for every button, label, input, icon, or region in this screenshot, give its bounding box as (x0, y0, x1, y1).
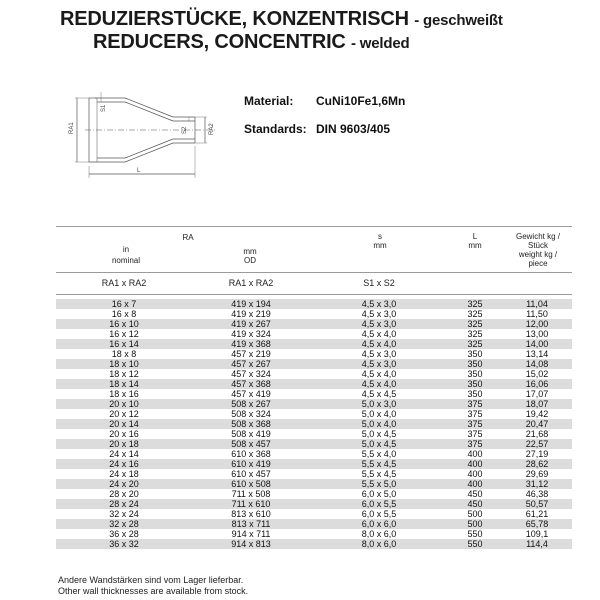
cell-od: 457 x 368 (192, 379, 310, 389)
title-german-main: REDUZIERSTÜCKE, KONZENTRISCH (60, 8, 409, 30)
cell-s: 4,5 x 3,0 (361, 309, 397, 319)
cell-l: 450 (467, 489, 483, 499)
cell-s: 6,0 x 5,0 (361, 489, 397, 499)
cell-s: 6,0 x 5,5 (361, 509, 397, 519)
cell-od: 813 x 711 (192, 519, 310, 529)
cell-od: 419 x 267 (192, 319, 310, 329)
cell-l: 350 (467, 349, 483, 359)
cell-od: 813 x 610 (231, 509, 271, 519)
material-value: CuNi10Fe1,6Mn (316, 94, 406, 108)
cell-s: 5,0 x 4,0 (361, 409, 397, 419)
cell-s: 6,0 x 6,0 (310, 519, 448, 529)
cell-s: 8,0 x 6,0 (361, 529, 397, 539)
cell-ra: 28 x 20 (109, 489, 139, 499)
table-row (56, 439, 572, 449)
cell-od: 914 x 711 (231, 529, 271, 539)
cell-ra: 16 x 14 (56, 339, 192, 349)
diagram-label-s1: S1 (101, 104, 107, 112)
table-row (56, 449, 572, 459)
cell-weight: 13,14 (525, 349, 549, 359)
cell-weight: 20,47 (502, 419, 572, 429)
cell-od: 610 x 457 (231, 469, 271, 479)
cell-od: 457 x 419 (231, 389, 271, 399)
cell-weight: 114,4 (502, 539, 572, 549)
cell-l: 375 (467, 429, 483, 439)
title-german (60, 8, 503, 31)
cell-od: 457 x 219 (231, 349, 271, 359)
cell-l: 325 (448, 339, 502, 349)
cell-weight: 31,12 (502, 479, 572, 489)
cell-od: 914 x 813 (192, 539, 310, 549)
header-weight-en-2: piece (528, 259, 548, 268)
cell-od: 508 x 457 (192, 439, 310, 449)
cell-s: 5,0 x 4,5 (310, 439, 448, 449)
cell-weight: 12,00 (502, 319, 572, 329)
cell-ra: 16 x 8 (111, 309, 137, 319)
table-row (56, 509, 572, 519)
cell-weight: 14,08 (502, 359, 572, 369)
diagram-label-ra2: RA2 (209, 123, 215, 135)
table-row (56, 479, 572, 489)
reducer-diagram (55, 88, 225, 184)
cell-weight: 21,68 (525, 429, 549, 439)
header-weight-de: Gewicht kg / (515, 232, 560, 241)
cell-s: 4,5 x 4,0 (361, 329, 397, 339)
material-label: Material: (244, 94, 294, 108)
table-row (56, 489, 572, 499)
subheader-ra: RA1 x RA2 (101, 278, 147, 288)
cell-ra: 32 x 28 (56, 519, 192, 529)
cell-s: 4,5 x 3,0 (310, 299, 448, 309)
cell-od: 508 x 419 (231, 429, 271, 439)
header-rule (56, 272, 572, 273)
header-s-mm: mm (373, 241, 387, 250)
dimensions-table (56, 299, 572, 549)
cell-l: 450 (448, 499, 502, 509)
cell-od: 610 x 508 (192, 479, 310, 489)
subheader-od: RA1 x RA2 (228, 278, 274, 288)
cell-ra: 16 x 12 (109, 329, 139, 339)
cell-ra: 16 x 7 (56, 299, 192, 309)
header-ra: RA (182, 233, 194, 242)
header-weight-de-2: Stück (527, 241, 548, 250)
diagram-label-s2: S2 (182, 126, 188, 134)
cell-weight: 65,78 (502, 519, 572, 529)
cell-weight: 14,00 (502, 339, 572, 349)
cell-l: 350 (448, 379, 502, 389)
cell-l: 350 (448, 359, 502, 369)
cell-l: 375 (448, 399, 502, 409)
table-row (56, 309, 572, 319)
cell-weight: 11,50 (526, 309, 548, 319)
cell-ra: 32 x 24 (109, 509, 139, 519)
cell-weight: 19,42 (525, 409, 549, 419)
cell-s: 5,5 x 4,5 (361, 469, 397, 479)
cell-weight: 109,1 (525, 529, 549, 539)
cell-ra: 20 x 18 (56, 439, 192, 449)
table-row (56, 499, 572, 509)
table-top-rule (56, 226, 572, 227)
cell-s: 4,5 x 3,0 (310, 359, 448, 369)
cell-od: 610 x 419 (192, 459, 310, 469)
table-row (56, 319, 572, 329)
cell-od: 610 x 368 (231, 449, 271, 459)
cell-ra: 28 x 24 (56, 499, 192, 509)
cell-od: 508 x 368 (192, 419, 310, 429)
standards-label: Standards: (244, 122, 307, 136)
cell-od: 419 x 194 (192, 299, 310, 309)
cell-l: 350 (467, 389, 483, 399)
cell-l: 550 (448, 539, 502, 549)
cell-l: 400 (448, 459, 502, 469)
cell-weight: 17,07 (525, 389, 549, 399)
cell-l: 400 (467, 449, 483, 459)
title-english-suffix: - welded (351, 35, 410, 52)
cell-od: 711 x 610 (192, 499, 310, 509)
cell-ra: 20 x 16 (109, 429, 139, 439)
table-row (56, 339, 572, 349)
cell-ra: 36 x 28 (109, 529, 139, 539)
cell-s: 4,5 x 4,0 (310, 379, 448, 389)
cell-weight: 27,19 (525, 449, 549, 459)
cell-l: 375 (448, 419, 502, 429)
header-in: in (122, 245, 130, 254)
table-row (56, 419, 572, 429)
cell-l: 500 (467, 509, 483, 519)
cell-s: 5,0 x 4,5 (361, 429, 397, 439)
cell-weight: 15,02 (525, 369, 549, 379)
cell-l: 325 (448, 299, 502, 309)
title-german-suffix: - geschweißt (414, 12, 503, 29)
cell-l: 375 (467, 409, 483, 419)
cell-weight: 11,04 (502, 299, 572, 309)
table-row (56, 469, 572, 479)
cell-l: 375 (448, 439, 502, 449)
header-od: OD (244, 256, 256, 265)
subheader-s: S1 x S2 (363, 278, 395, 288)
cell-s: 4,5 x 4,5 (361, 389, 397, 399)
cell-weight: 16,06 (502, 379, 572, 389)
table-row (56, 529, 572, 539)
cell-od: 419 x 324 (231, 329, 271, 339)
cell-s: 4,5 x 3,0 (361, 349, 397, 359)
cell-ra: 36 x 32 (56, 539, 192, 549)
cell-s: 5,0 x 4,0 (310, 419, 448, 429)
cell-s: 6,0 x 5,5 (310, 499, 448, 509)
cell-ra: 24 x 14 (109, 449, 139, 459)
cell-s: 5,5 x 4,5 (310, 459, 448, 469)
cell-s: 4,5 x 3,0 (310, 319, 448, 329)
diagram-label-ra1: RA1 (69, 122, 75, 134)
cell-ra: 24 x 16 (56, 459, 192, 469)
table-row (56, 379, 572, 389)
cell-ra: 20 x 12 (109, 409, 139, 419)
table-row (56, 329, 572, 339)
header-l: L (472, 232, 478, 241)
cell-ra: 20 x 14 (56, 419, 192, 429)
cell-od: 419 x 219 (231, 309, 271, 319)
cell-ra: 18 x 16 (109, 389, 139, 399)
header-s: s (378, 232, 382, 241)
cell-s: 4,5 x 4,0 (361, 369, 397, 379)
table-row (56, 459, 572, 469)
table-row (56, 389, 572, 399)
cell-weight: 18,07 (502, 399, 572, 409)
cell-l: 500 (448, 519, 502, 529)
cell-ra: 18 x 8 (111, 349, 137, 359)
cell-s: 5,5 x 4,0 (361, 449, 397, 459)
title-english (93, 31, 409, 54)
standards-value: DIN 9603/405 (316, 122, 391, 136)
cell-ra: 24 x 20 (56, 479, 192, 489)
cell-l: 325 (467, 329, 483, 339)
table-row (56, 359, 572, 369)
cell-ra: 18 x 12 (109, 369, 139, 379)
table-row (56, 299, 572, 309)
cell-ra: 24 x 18 (109, 469, 139, 479)
header-nominal: nominal (111, 256, 140, 265)
cell-l: 400 (448, 479, 502, 489)
cell-s: 8,0 x 6,0 (310, 539, 448, 549)
table-row (56, 429, 572, 439)
header-mm: mm (243, 247, 257, 256)
cell-s: 5,5 x 5,0 (310, 479, 448, 489)
cell-od: 711 x 508 (231, 489, 271, 499)
table-row (56, 349, 572, 359)
subheader-rule (56, 294, 572, 295)
cell-ra: 20 x 10 (56, 399, 192, 409)
cell-weight: 50,57 (502, 499, 572, 509)
cell-od: 508 x 324 (231, 409, 271, 419)
cell-ra: 18 x 14 (56, 379, 192, 389)
cell-od: 419 x 368 (192, 339, 310, 349)
table-row (56, 399, 572, 409)
cell-ra: 18 x 10 (56, 359, 192, 369)
title-english-main: REDUCERS, CONCENTRIC (93, 31, 346, 53)
note-english: Other wall thicknesses are available from stock. (58, 586, 249, 596)
cell-weight: 13,00 (525, 329, 549, 339)
cell-weight: 28,62 (502, 459, 572, 469)
cell-weight: 22,57 (502, 439, 572, 449)
cell-weight: 61,21 (525, 509, 549, 519)
cell-s: 4,5 x 4,0 (310, 339, 448, 349)
cell-weight: 29,69 (525, 469, 549, 479)
cell-l: 550 (467, 529, 483, 539)
table-row (56, 369, 572, 379)
cell-od: 508 x 267 (192, 399, 310, 409)
header-weight-en: weight kg / (518, 250, 558, 259)
cell-weight: 46,38 (525, 489, 549, 499)
table-row (56, 519, 572, 529)
cell-l: 400 (467, 469, 483, 479)
diagram-label-l: L (137, 168, 141, 174)
cell-l: 350 (467, 369, 483, 379)
cell-l: 325 (448, 319, 502, 329)
note-german: Andere Wandstärken sind vom Lager lieferbar. (58, 575, 244, 585)
cell-s: 5,0 x 3,0 (310, 399, 448, 409)
cell-od: 457 x 267 (192, 359, 310, 369)
cell-od: 457 x 324 (231, 369, 271, 379)
header-l-mm: mm (468, 241, 482, 250)
table-row (56, 409, 572, 419)
cell-ra: 16 x 10 (56, 319, 192, 329)
cell-l: 325 (467, 309, 483, 319)
table-row (56, 539, 572, 549)
